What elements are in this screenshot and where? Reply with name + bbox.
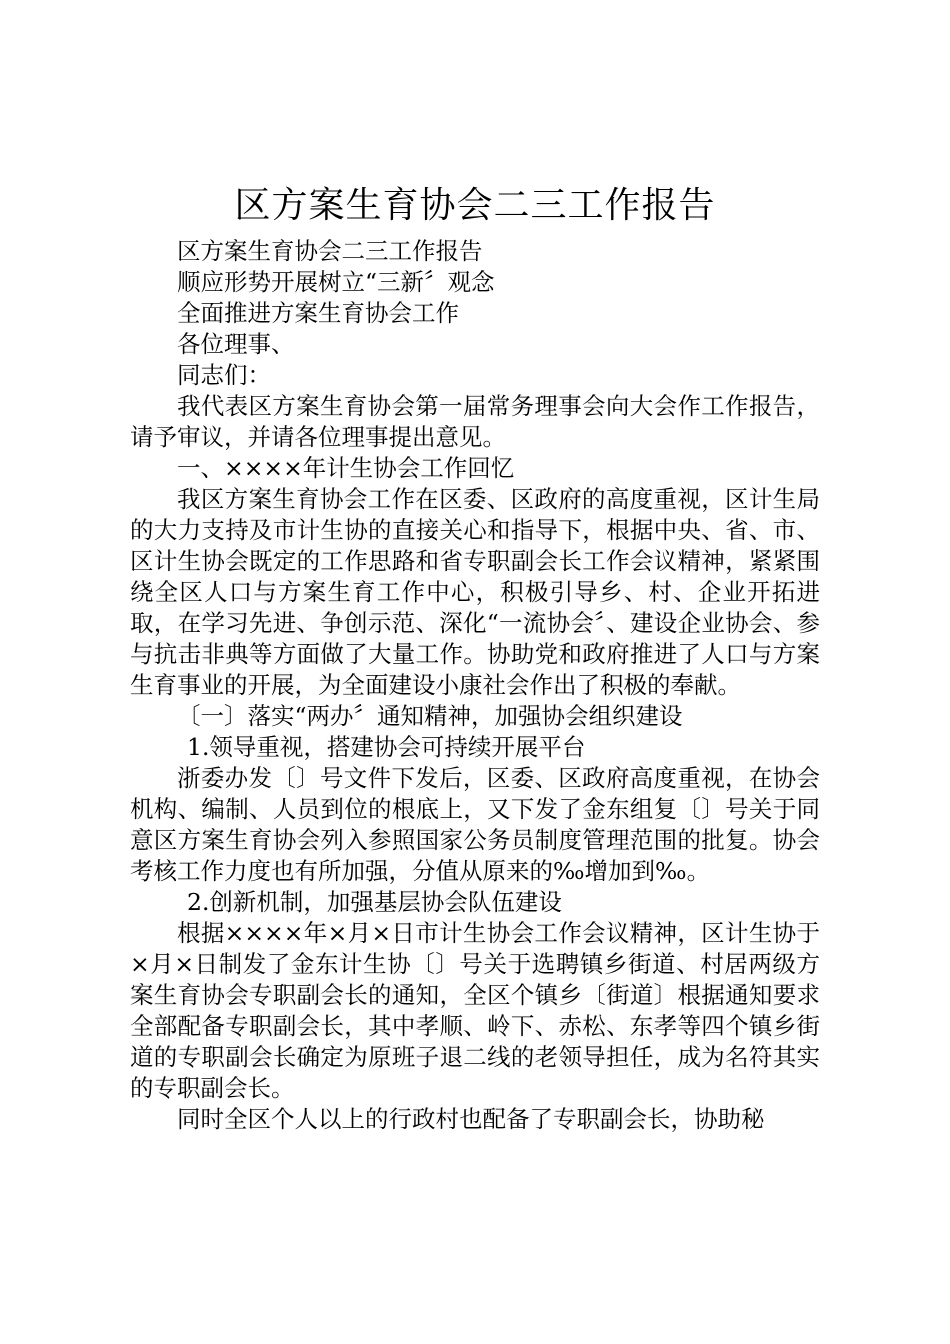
document-title: 区方案生育协会二三工作报告 bbox=[234, 185, 716, 226]
document-body bbox=[130, 236, 820, 1135]
body-paragraph: 〔一〕落实“两办〞通知精神，加强协会组织建设 bbox=[177, 702, 683, 730]
body-paragraph: 2.创新机制，加强基层协会队伍建设 bbox=[187, 888, 562, 916]
body-paragraph: 顺应形势开展树立“三新〞观念 bbox=[177, 268, 495, 296]
body-paragraph: 根据××××年×月×日市计生协会工作会议精神，区计生协于×月×日制发了金东计生协〔〕号关于选聘镇乡街道、村居两级方案生育协会专职副会长的通知，全区个镇乡〔街道〕根据通知要求全部配备专职副会长，其中孝顺、岭下、赤松、东孝等四个镇乡街道的专职副会长确定为原班子退二线的老领导担任，成为名符其实的专职副会长。 bbox=[130, 919, 820, 1102]
body-paragraph: 全面推进方案生育协会工作 bbox=[177, 299, 459, 327]
body-paragraph: 1.领导重视，搭建协会可持续开展平台 bbox=[187, 733, 586, 761]
body-paragraph: 我区方案生育协会工作在区委、区政府的高度重视，区计生局的大力支持及市计生协的直接关心和指导下，根据中央、省、市、区计生协会既定的工作思路和省专职副会长工作会议精神，紧紧围绕全区人口与方案生育工作中心，积极引导乡、村、企业开拓进取，在学习先进、争创示范、深化“一流协会〞、建设企业协会、参与抗击非典等方面做了大量工作。协助党和政府推进了人口与方案生育事业的开展，为全面建设小康社会作出了积极的奉献。 bbox=[130, 485, 820, 699]
body-paragraph: 同志们： bbox=[177, 361, 271, 389]
document-page bbox=[130, 176, 820, 1135]
body-paragraph: 我代表区方案生育协会第一届常务理事会向大会作工作报告，请予审议，并请各位理事提出意见。 bbox=[130, 392, 820, 451]
body-paragraph: 区方案生育协会二三工作报告 bbox=[177, 237, 483, 265]
body-paragraph: 浙委办发〔〕号文件下发后，区委、区政府高度重视，在协会机构、编制、人员到位的根底上，又下发了金东组复〔〕号关于同意区方案生育协会列入参照国家公务员制度管理范围的批复。协会考核工作力度也有所加强，分值从原来的‰增加到‰。 bbox=[130, 764, 820, 885]
body-paragraph: 各位理事、 bbox=[177, 330, 295, 358]
body-paragraph: 同时全区个人以上的行政村也配备了专职副会长，协助秘 bbox=[177, 1105, 765, 1133]
body-paragraph: 一、××××年计生协会工作回忆 bbox=[177, 454, 515, 482]
